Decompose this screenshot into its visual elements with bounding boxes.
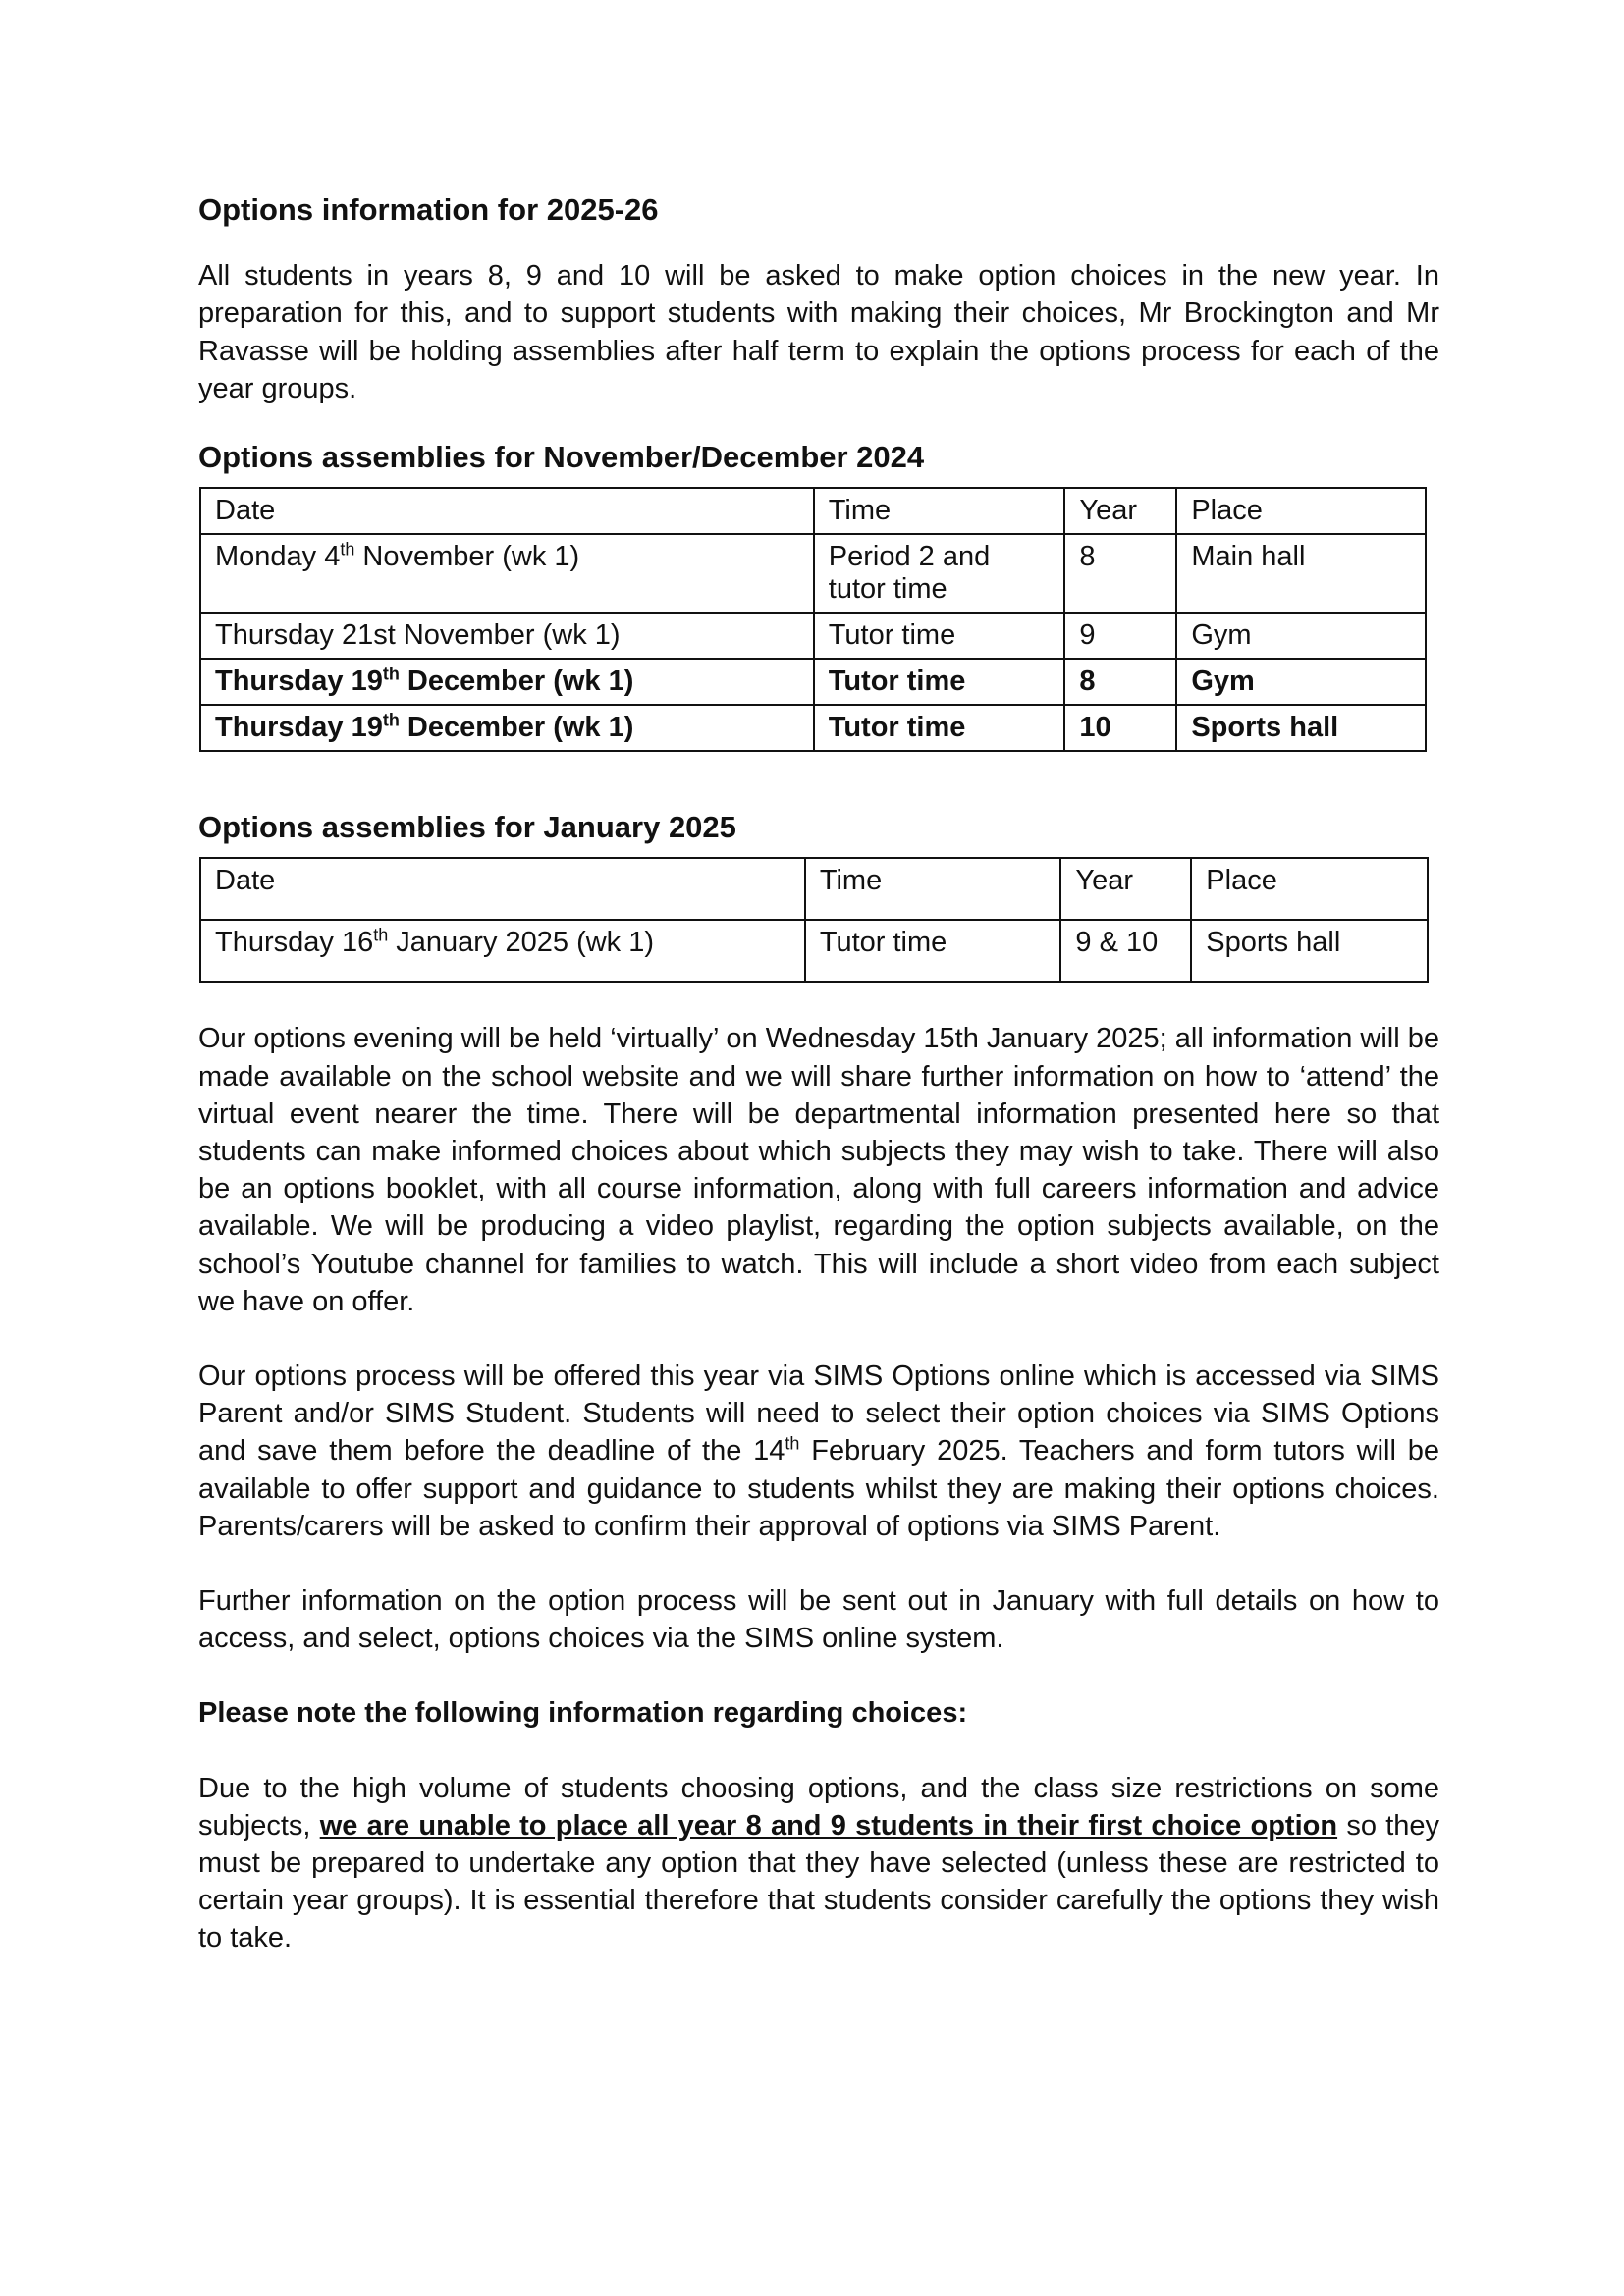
cell-place: Sports hall [1176,705,1426,751]
cell-place: Gym [1176,659,1426,705]
section-heading-january: Options assemblies for January 2025 [198,810,736,845]
note-heading: Please note the following information regarding choices: [198,1697,968,1730]
cell-date: Monday 4th November (wk 1) [200,534,814,613]
header-place: Place [1176,488,1426,534]
intro-paragraph: All students in years 8, 9 and 10 will be asked to make option choices in the new year. In preparation for this, and to support students with making their choices, Mr Brockington and Mr Ravasse will be holding assemblies after half term to explain the options process for each of the year groups. [198,260,1439,404]
cell-year: 10 [1064,705,1176,751]
assemblies-table-nov-dec [199,487,1427,752]
document-page [198,191,1439,1957]
note-paragraph: Due to the high volume of students choosing options, and the class size restrictions on some subjects, we are unable to place all year 8 and 9 students in their first choice option so they must be prepared to undertake any option that they have selected (unless these are restricted to certain year groups). It is essential therefore that students consider carefully the options they wish to take. [198,1772,1440,1954]
cell-date: Thursday 16th January 2025 (wk 1) [200,920,805,982]
table-row [200,534,1426,613]
cell-time: Tutor time [814,705,1065,751]
table-row [200,705,1426,751]
header-place: Place [1191,858,1428,920]
cell-time: Tutor time [805,920,1061,982]
header-time: Time [805,858,1061,920]
table-row [200,613,1426,659]
page-title: Options information for 2025-26 [198,192,659,227]
table-header-row [200,858,1428,920]
assemblies-table-january [199,857,1429,983]
header-year: Year [1064,488,1176,534]
table-row [200,920,1428,982]
options-evening-paragraph: Our options evening will be held ‘virtually’ on Wednesday 15th January 2025; all information will be made available on the school website and we will share further information on how to ‘attend’ the virtual event nearer the time. There will be departmental information presented here so that students can make informed choices about which subjects they may wish to take. There will also be an options booklet, with all course information, along with full careers information and advice available. We will be producing a video playlist, regarding the option subjects available, on the school’s Youtube channel for families to watch. This will include a short video from each subject we have on offer. [198,1023,1439,1317]
emphasis-text: we are unable to place all year 8 and 9 students in their first choice option [319,1809,1338,1842]
cell-date: Thursday 19th December (wk 1) [200,659,814,705]
cell-date: Thursday 21st November (wk 1) [200,613,814,659]
further-info-paragraph: Further information on the option process will be sent out in January with full details on how to access, and select, options choices via the SIMS online system. [198,1585,1439,1655]
table-header-row [200,488,1426,534]
cell-place: Gym [1176,613,1426,659]
header-time: Time [814,488,1065,534]
header-date: Date [200,858,805,920]
header-year: Year [1060,858,1191,920]
cell-time: Period 2 and tutor time [814,534,1065,613]
cell-year: 8 [1064,534,1176,613]
cell-year: 8 [1064,659,1176,705]
cell-time: Tutor time [814,613,1065,659]
cell-date: Thursday 19th December (wk 1) [200,705,814,751]
section-heading-nov-dec: Options assemblies for November/December 2024 [198,440,925,474]
cell-time: Tutor time [814,659,1065,705]
cell-year: 9 [1064,613,1176,659]
options-process-paragraph: Our options process will be offered this year via SIMS Options online which is accessed via SIMS Parent and/or SIMS Student. Students will need to select their option choices via SIMS Options and save them before the deadline of the 14th February 2025. Teachers and form tutors will be available to offer support and guidance to students whilst they are making their options choices. Parents/carers will be asked to confirm their approval of options via SIMS Parent. [198,1361,1439,1542]
cell-place: Sports hall [1191,920,1428,982]
cell-place: Main hall [1176,534,1426,613]
cell-year: 9 & 10 [1060,920,1191,982]
table-row [200,659,1426,705]
header-date: Date [200,488,814,534]
